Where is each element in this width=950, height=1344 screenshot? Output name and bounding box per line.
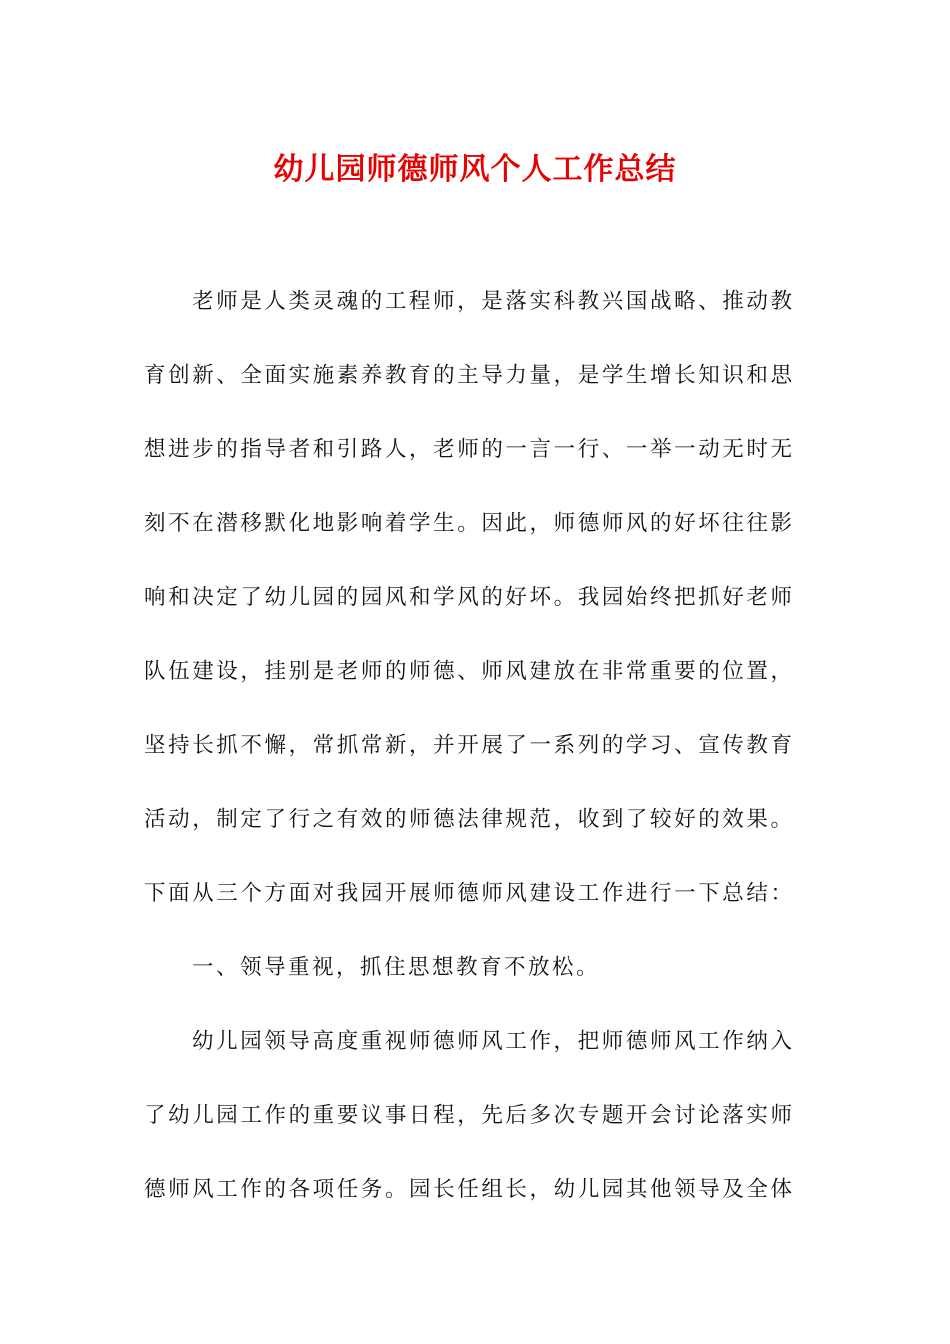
paragraph-line: 想进步的指导者和引路人，老师的一言一行、一举一动无时无 <box>144 437 792 462</box>
paragraph-line: 坚持长抓不懈，常抓常新，并开展了一系列的学习、宣传教育 <box>144 733 792 758</box>
paragraph-line: 队伍建设，挂别是老师的师德、师风建放在非常重要的位置， <box>144 659 792 684</box>
paragraph-line: 下面从三个方面对我园开展师德师风建设工作进行一下总结： <box>144 881 792 906</box>
paragraph-line: 了幼儿园工作的重要议事日程，先后多次专题开会讨论落实师 <box>144 1103 792 1128</box>
paragraph-line: 幼儿园领导高度重视师德师风工作，把师德师风工作纳入 <box>192 1029 792 1054</box>
paragraph-line: 育创新、全面实施素养教育的主导力量，是学生增长知识和思 <box>144 363 792 388</box>
paragraph-line: 老师是人类灵魂的工程师，是落实科教兴国战略、推动教 <box>192 289 792 314</box>
document-title: 幼儿园师德师风个人工作总结 <box>273 152 677 187</box>
document-body <box>144 276 792 1238</box>
paragraph-line: 响和决定了幼儿园的园风和学风的好坏。我园始终把抓好老师 <box>144 585 792 610</box>
paragraph-line: 德师风工作的各项任务。园长任组长，幼儿园其他领导及全体 <box>144 1177 792 1202</box>
paragraph-line: 活动，制定了行之有效的师德法律规范，收到了较好的效果。 <box>144 807 792 832</box>
paragraph-line: 刻不在潜移默化地影响着学生。因此，师德师风的好坏往往影 <box>144 511 792 536</box>
section-heading: 一、领导重视，抓住思想教育不放松。 <box>192 955 601 980</box>
